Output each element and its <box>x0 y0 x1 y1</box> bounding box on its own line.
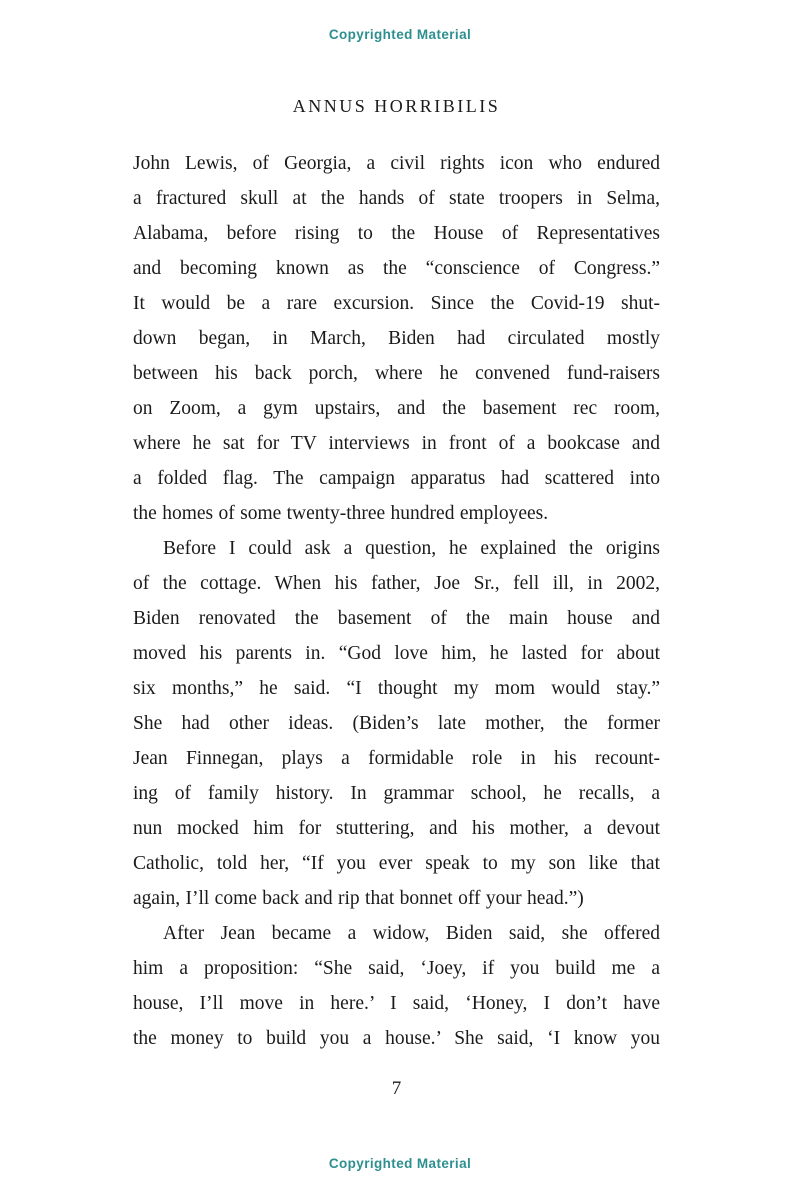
text-line: down began, in March, Biden had circulated mostly <box>133 328 660 349</box>
text-line: between his back porch, where he convened fund-raisers <box>133 363 660 384</box>
text-line: Catholic, told her, “If you ever speak to my son like that <box>133 853 660 874</box>
text-line: a folded flag. The campaign apparatus had scattered into <box>133 468 660 489</box>
paragraph <box>133 531 660 916</box>
text-line: the money to build you a house.’ She said, ‘I know you <box>133 1028 660 1049</box>
text-line: Alabama, before rising to the House of Representatives <box>133 223 660 244</box>
text-line: nun mocked him for stuttering, and his mother, a devout <box>133 818 660 839</box>
copyright-notice-bottom: Copyrighted Material <box>328 1156 472 1171</box>
text-line: him a proposition: “She said, ‘Joey, if you build me a <box>133 958 660 979</box>
text-line: six months,” he said. “I thought my mom would stay.” <box>133 678 660 699</box>
text-line: Before I could ask a question, he explained the origins <box>163 538 660 559</box>
body-text <box>133 146 660 1056</box>
text-line: house, I’ll move in here.’ I said, ‘Honey, I don’t have <box>133 993 660 1014</box>
text-line: After Jean became a widow, Biden said, she offered <box>163 923 660 944</box>
text-line: moved his parents in. “God love him, he lasted for about <box>133 643 660 664</box>
chapter-title: ANNUS HORRIBILIS <box>292 96 501 116</box>
text-line: where he sat for TV interviews in front of a bookcase and <box>133 433 660 454</box>
text-line: the homes of some twenty-three hundred employees. <box>133 503 549 524</box>
paragraph <box>133 916 660 1056</box>
text-line: again, I’ll come back and rip that bonnet off your head.”) <box>133 888 584 909</box>
text-line: Biden renovated the basement of the main house and <box>133 608 660 629</box>
text-line: on Zoom, a gym upstairs, and the basement rec room, <box>133 398 660 419</box>
copyright-notice-top: Copyrighted Material <box>328 27 472 42</box>
text-line: It would be a rare excursion. Since the Covid-19 shut- <box>133 293 660 314</box>
text-line: of the cottage. When his father, Joe Sr., fell ill, in 2002, <box>133 573 660 594</box>
text-line: She had other ideas. (Biden’s late mother, the former <box>133 713 660 734</box>
paragraph <box>133 146 660 531</box>
text-line: John Lewis, of Georgia, a civil rights icon who endured <box>133 153 660 174</box>
text-line: ing of family history. In grammar school, he recalls, a <box>133 783 660 804</box>
text-line: and becoming known as the “conscience of Congress.” <box>133 258 660 279</box>
text-line: Jean Finnegan, plays a formidable role in his recount- <box>133 748 660 769</box>
page-number: 7 <box>391 1078 402 1099</box>
text-line: a fractured skull at the hands of state troopers in Selma, <box>133 188 660 209</box>
